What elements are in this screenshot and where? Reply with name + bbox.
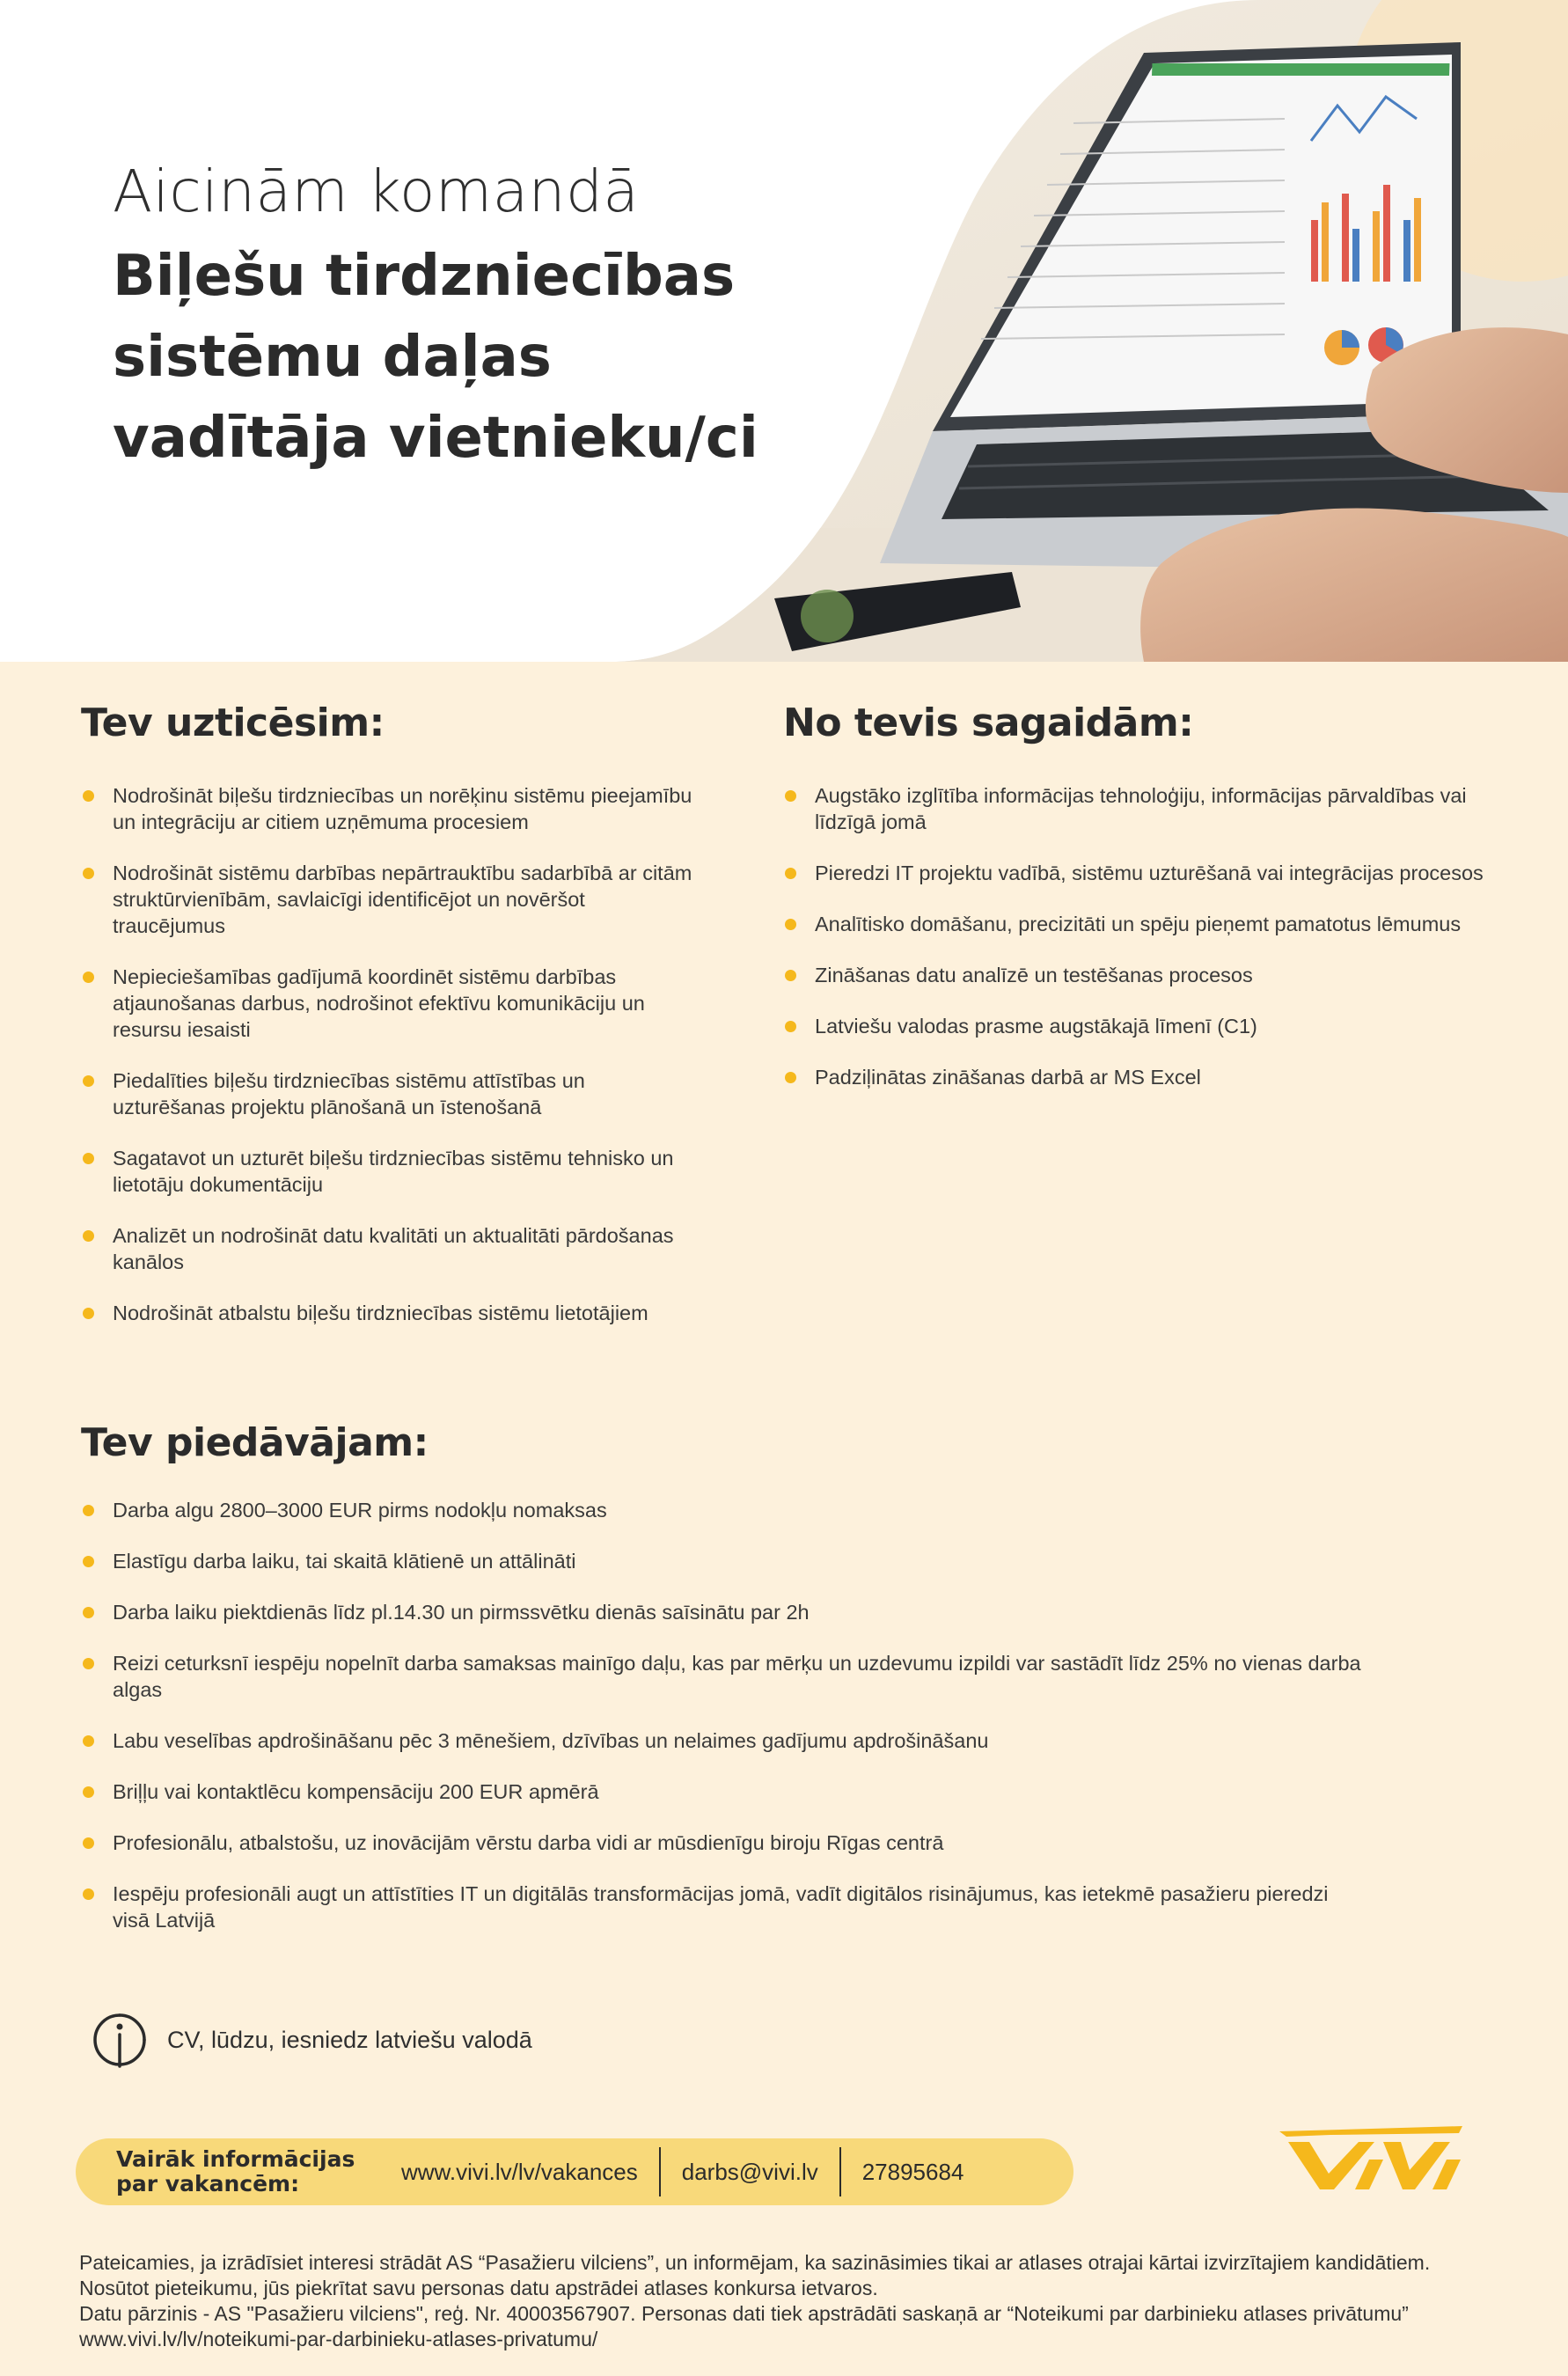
benefits-list — [81, 1497, 1366, 1933]
bullet-dot-icon — [83, 1230, 94, 1242]
bullet-dot-icon — [83, 1075, 94, 1087]
intro-subtitle: Aicinām komandā — [113, 158, 640, 225]
requirements-section — [783, 700, 1505, 1115]
list-item: Briļļu vai kontaktlēcu kompensāciju 200 EUR apmērā — [81, 1778, 1366, 1805]
bullet-dot-icon — [785, 1072, 796, 1083]
contact-label: Vairāk informācijas par vakancēm: — [116, 2146, 355, 2196]
list-item: Padziļinātas zināšanas darbā ar MS Excel — [783, 1064, 1505, 1090]
website-link[interactable]: www.vivi.lv/lv/vakances — [401, 2158, 638, 2185]
bullet-dot-icon — [83, 1607, 94, 1618]
header — [0, 0, 1568, 662]
list-item: Analizēt un nodrošināt datu kvalitāti un aktualitāti pārdošanas kanālos — [81, 1222, 697, 1275]
list-item: Iespēju profesionāli augt un attīstīties IT un digitālās transformācijas jomā, vadīt digitālos risinājumus, kas ietekmē pasažieru pieredzi visā Latvijā — [81, 1881, 1366, 1933]
vivi-logo — [1278, 2124, 1469, 2191]
info-icon — [92, 2012, 148, 2068]
bullet-dot-icon — [785, 970, 796, 981]
list-item: Latviešu valodas prasme augstākajā līmenī (C1) — [783, 1013, 1505, 1039]
bullet-dot-icon — [785, 790, 796, 802]
list-item: Pieredzi IT projektu vadībā, sistēmu uzturēšanā vai integrācijas procesos — [783, 860, 1505, 886]
requirements-heading: No tevis sagaidām: — [783, 700, 1194, 745]
list-item: Sagatavot un uzturēt biļešu tirdzniecības sistēmu tehnisko un lietotāju dokumentāciju — [81, 1145, 697, 1198]
responsibilities-heading: Tev uzticēsim: — [81, 700, 385, 745]
intro-block — [113, 157, 905, 479]
list-item: Darba laiku piektdienās līdz pl.14.30 un pirmssvētku dienās saīsinātu par 2h — [81, 1599, 1366, 1625]
bullet-dot-icon — [83, 1153, 94, 1164]
phone-number[interactable]: 27895684 — [861, 2158, 964, 2185]
contact-bar — [76, 2138, 1073, 2205]
list-item: Nodrošināt biļešu tirdzniecības un norēķinu sistēmu pieejamību un integrāciju ar citiem uzņēmuma procesiem — [81, 782, 697, 835]
cv-language-note — [92, 2012, 532, 2068]
list-item: Piedalīties biļešu tirdzniecības sistēmu attīstības un uzturēšanas projektu plānošanā un īstenošanā — [81, 1067, 697, 1120]
list-item: Darba algu 2800–3000 EUR pirms nodokļu nomaksas — [81, 1497, 1366, 1523]
bullet-dot-icon — [785, 919, 796, 930]
bullet-dot-icon — [83, 1888, 94, 1900]
list-item: Nodrošināt atbalstu biļešu tirdzniecības sistēmu lietotājiem — [81, 1300, 697, 1326]
bullet-dot-icon — [83, 1786, 94, 1798]
requirements-list — [783, 782, 1505, 1090]
responsibilities-list — [81, 782, 697, 1326]
list-item: Analītisko domāšanu, precizitāti un spēju pieņemt pamatotus lēmumus — [783, 911, 1505, 937]
bullet-dot-icon — [83, 790, 94, 802]
bullet-dot-icon — [785, 1021, 796, 1032]
footer-disclaimer — [79, 2250, 1505, 2352]
list-item: Augstāko izglītība informācijas tehnoloģiju, informācijas pārvaldības vai līdzīgā jomā — [783, 782, 1505, 835]
email-link[interactable]: darbs@vivi.lv — [681, 2158, 818, 2185]
list-item: Zināšanas datu analīzē un testēšanas procesos — [783, 962, 1505, 988]
bullet-dot-icon — [83, 1735, 94, 1747]
benefits-section — [81, 1420, 1366, 1958]
benefits-heading: Tev piedāvājam: — [81, 1420, 429, 1465]
bullet-dot-icon — [83, 972, 94, 983]
responsibilities-section — [81, 700, 697, 1351]
list-item: Profesionālu, atbalstošu, uz inovācijām vērstu darba vidi ar mūsdienīgu biroju Rīgas centrā — [81, 1830, 1366, 1856]
privacy-notice: Pateicamies, ja izrādīsiet interesi strādāt AS “Pasažieru vilciens”, un informējam, ka sazināsimies tikai ar atlases otrajai kārtai izvirzītajiem kandidātiem. Nosūtot pieteikumu, jūs piekrītat savu personas datu apstrādei atlases konkursa ietvaros. — [79, 2251, 1431, 2299]
list-item: Nepieciešamības gadījumā koordinēt sistēmu darbības atjaunošanas darbus, nodrošinot efektīvu komunikāciju un resursu iesaisti — [81, 964, 697, 1043]
bullet-dot-icon — [83, 1505, 94, 1516]
bullet-dot-icon — [83, 1658, 94, 1669]
bullet-dot-icon — [83, 1837, 94, 1849]
list-item: Labu veselības apdrošināšanu pēc 3 mēnešiem, dzīvības un nelaimes gadījumu apdrošināšanu — [81, 1727, 1366, 1754]
list-item: Reizi ceturksnī iespēju nopelnīt darba samaksas mainīgo daļu, kas par mērķu un uzdevumu izpildi var sastādīt līdz 25% no vienas darba algas — [81, 1650, 1366, 1703]
job-title: Biļešu tirdzniecības sistēmu daļas vadītāja vietnieku/ci — [113, 244, 758, 471]
data-controller-notice: Datu pārzinis - AS "Pasažieru vilciens", reģ. Nr. 40003567907. Personas dati tiek apstrādāti saskaņā ar “Noteikumi par darbinieku atlases privātumu” www.vivi.lv/lv/noteikumi-par-darbinieku-atlases-privatumu/ — [79, 2302, 1409, 2350]
bullet-dot-icon — [83, 868, 94, 879]
list-item: Elastīgu darba laiku, tai skaitā klātienē un attālināti — [81, 1548, 1366, 1574]
list-item: Nodrošināt sistēmu darbības nepārtrauktību sadarbībā ar citām struktūrvienībām, savlaicīgi identificējot un novēršot traucējumus — [81, 860, 697, 939]
bullet-dot-icon — [83, 1556, 94, 1567]
note-text: CV, lūdzu, iesniedz latviešu valodā — [167, 2026, 532, 2053]
bullet-dot-icon — [785, 868, 796, 879]
bullet-dot-icon — [83, 1308, 94, 1319]
